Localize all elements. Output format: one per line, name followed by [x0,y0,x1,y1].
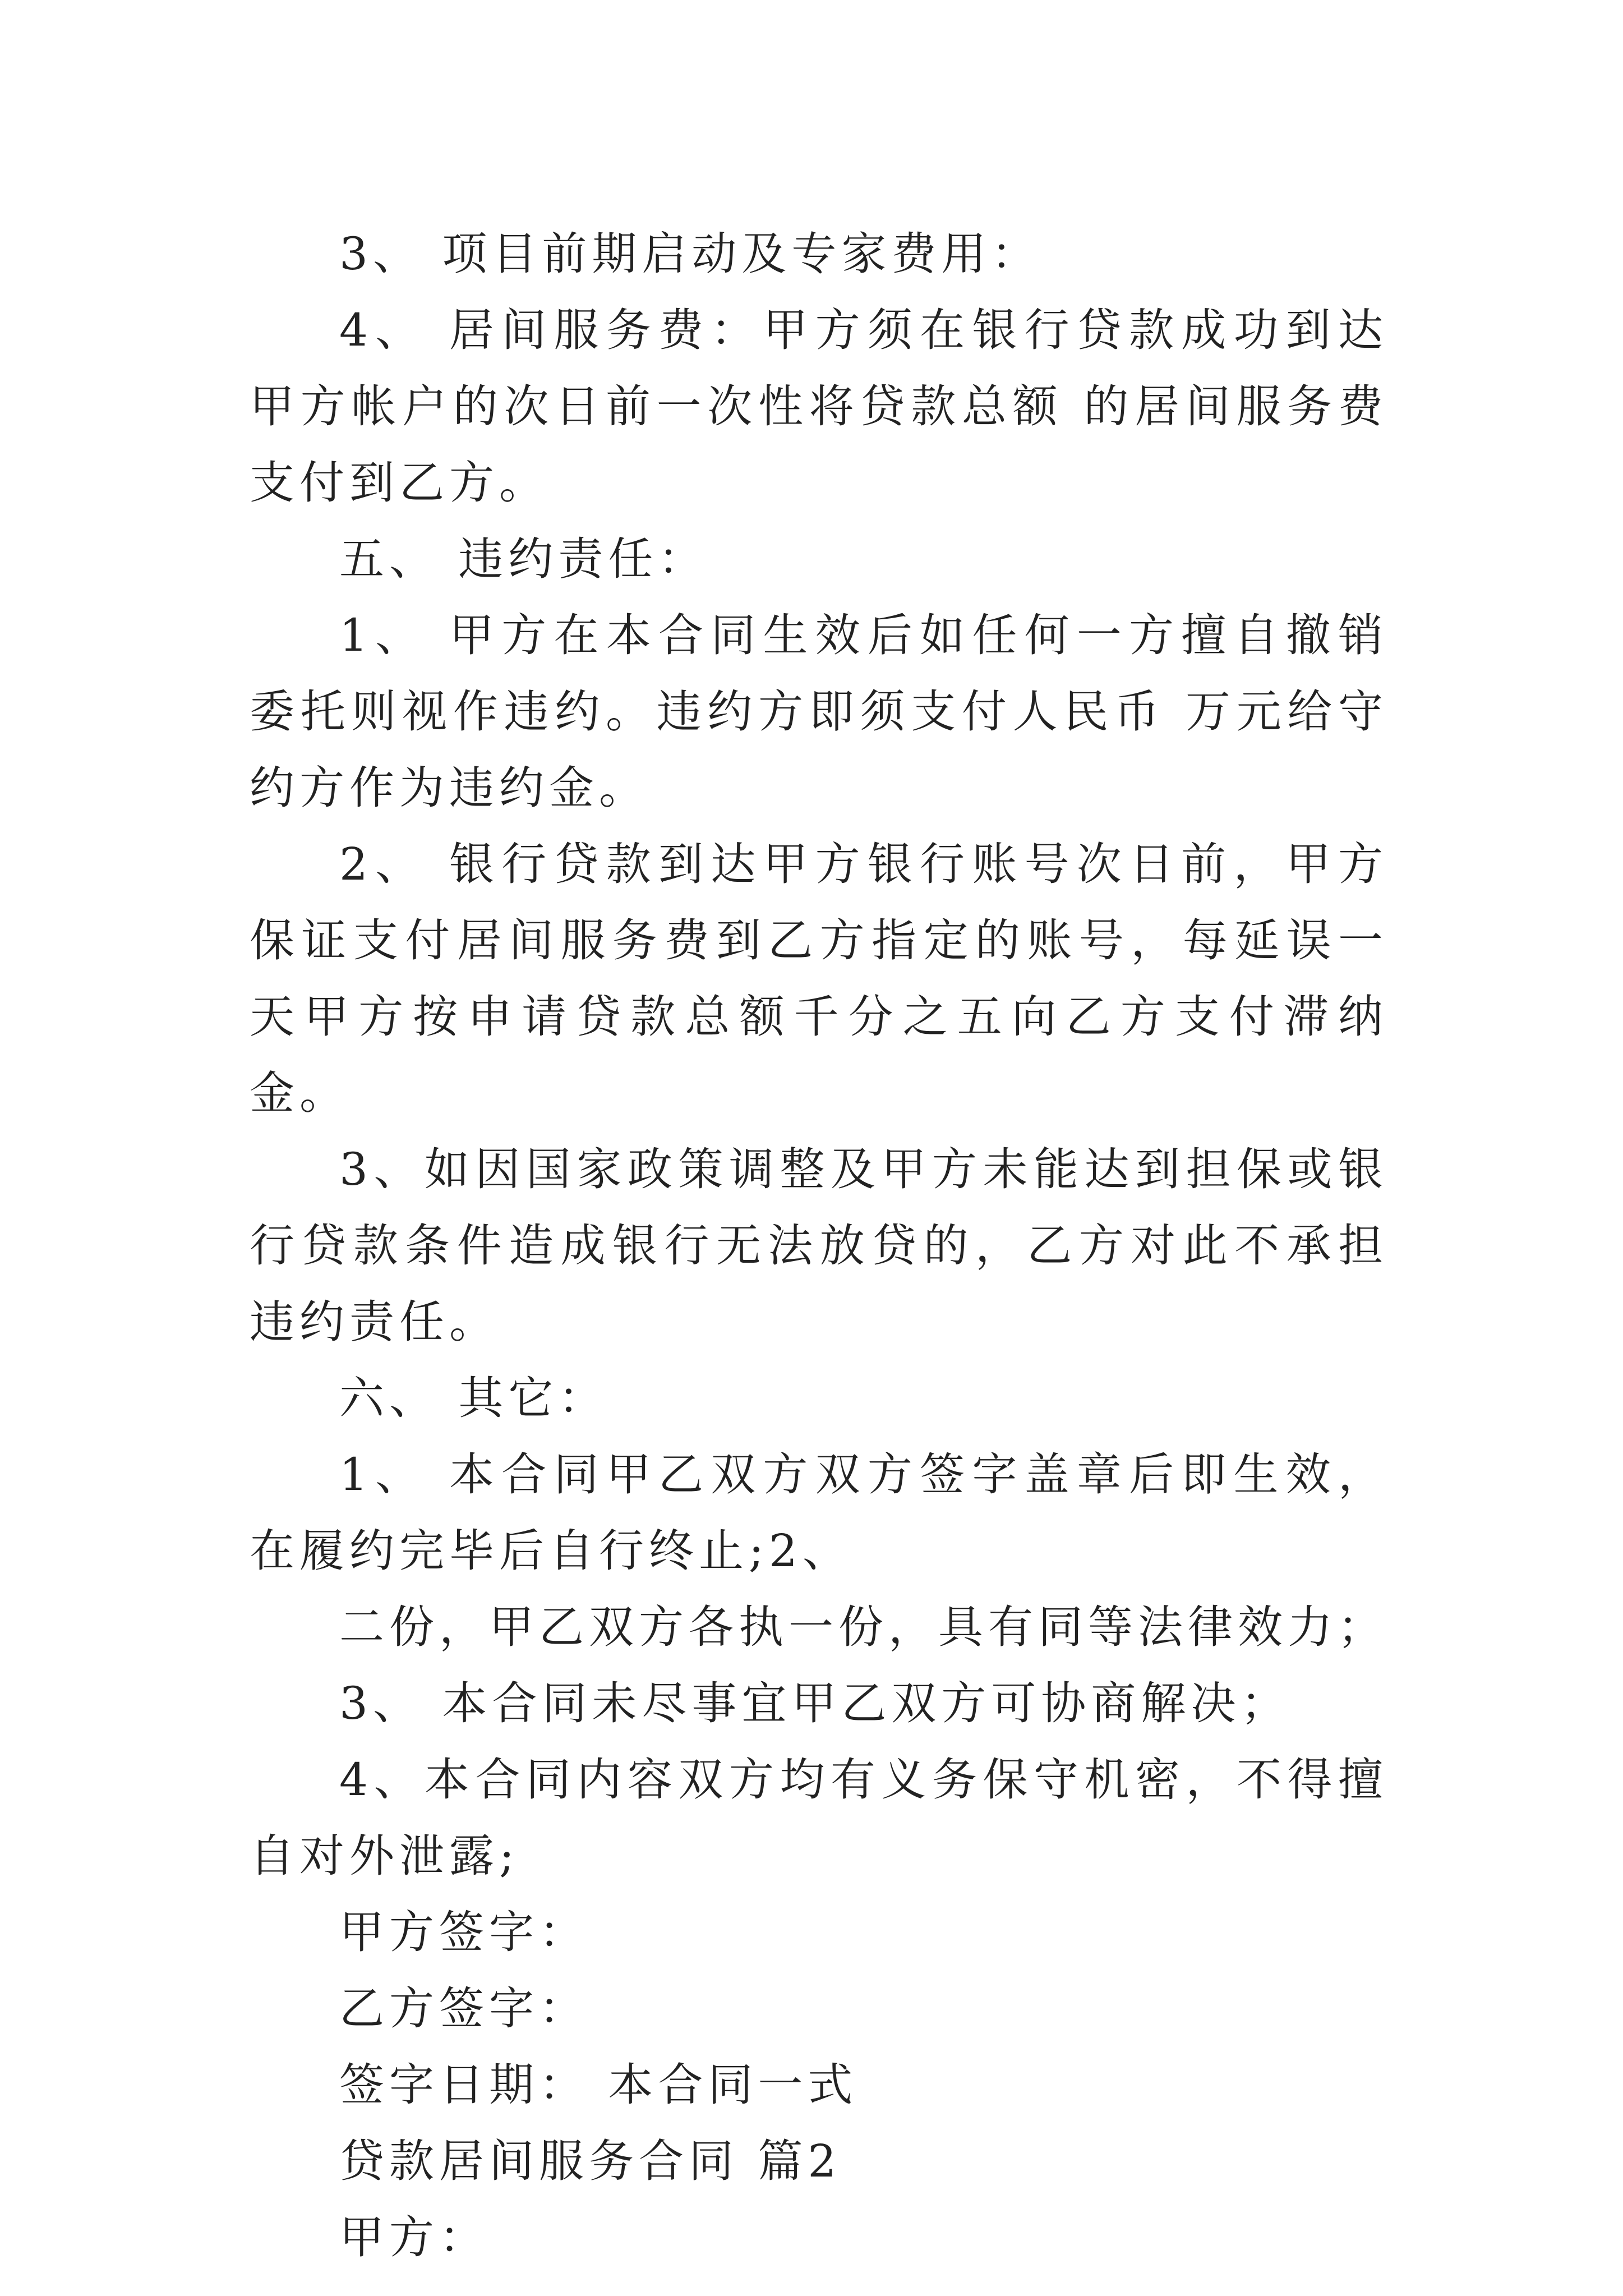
party-a-label: 甲方： [339,2211,489,2263]
party-b-signature-label: 乙方签字： [339,1982,589,2035]
breach-clause-2: 2、 银行贷款到达甲方银行账号次日前，甲方保证支付居间服务费到乙方指定的账号，每延误一天甲方按申请贷款总额千分之五向乙方支付滞纳金。 [250,838,1388,1119]
other-clause-4: 4、本合同内容双方均有义务保守机密，不得擅自对外泄露; [250,1754,1388,1882]
clause-4-service-fee: 4、 居间服务费：甲方须在银行贷款成功到达甲方帐户的次日前一次性将贷款总额 的居间服务费支付到乙方。 [250,304,1388,509]
clause-3-startup-fees: 3、 项目前期启动及专家费用： [339,228,1041,280]
signature-date-label: 签字日期： 本合同一式 [339,2059,858,2111]
breach-clause-3: 3、如因国家政策调整及甲方未能达到担保或银行贷款条件造成银行无法放贷的，乙方对此不承担违约责任。 [250,1143,1388,1348]
other-clause-3: 3、 本合同未尽事宜甲乙双方可协商解决； [339,1677,1291,1729]
party-a-signature-label: 甲方签字： [339,1906,589,1958]
breach-clause-1: 1、 甲方在本合同生效后如任何一方擅自撤销委托则视作违约。违约方即须支付人民币 万元给守约方作为违约金。 [250,609,1388,814]
document-body [250,216,1388,2276]
other-clause-1: 1、 本合同甲乙双方双方签字盖章后即生效，在履约完毕后自行终止;2、 [250,1448,1388,1577]
section-5-heading: 五、 违约责任： [339,533,708,585]
contract-2-title: 贷款居间服务合同 篇2 [339,2135,842,2187]
other-clause-2: 二份，甲乙双方各执一份，具有同等法律效力； [339,1601,1387,1653]
section-6-heading: 六、 其它： [339,1372,608,1424]
